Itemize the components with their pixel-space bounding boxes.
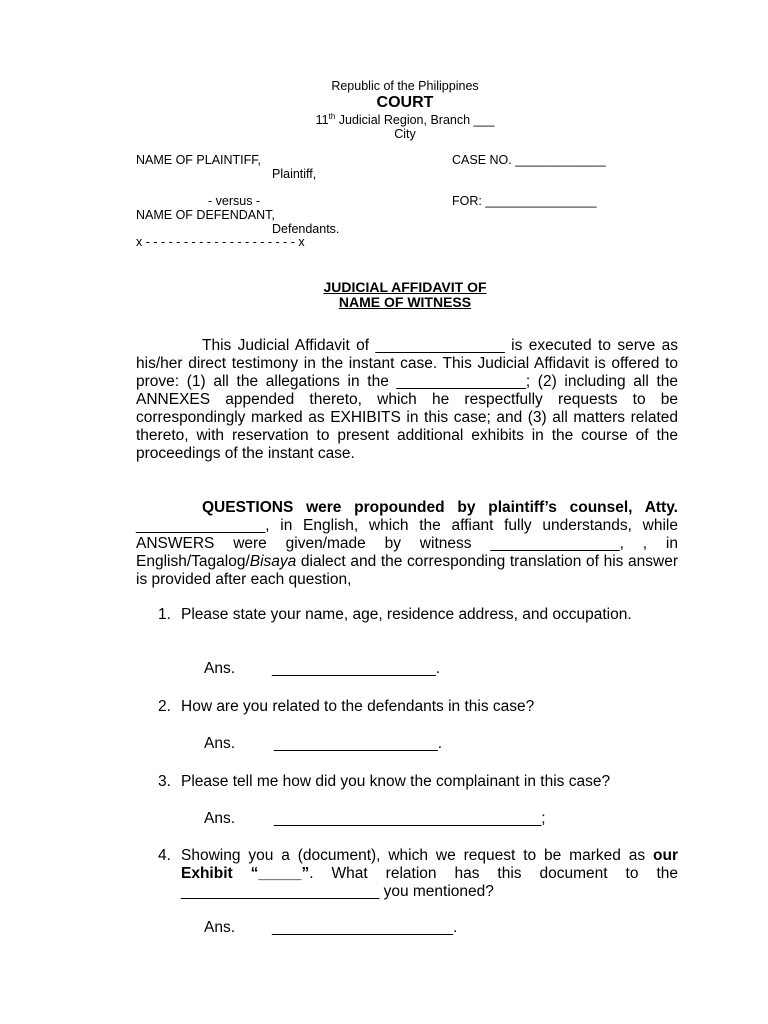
- question-3-number: 3.: [158, 773, 171, 790]
- plaintiff-role: Plaintiff,: [272, 167, 317, 181]
- plaintiff-name: NAME OF PLAINTIFF,: [136, 153, 262, 167]
- republic-line: Republic of the Philippines: [331, 79, 479, 93]
- answer-4-label: Ans.: [204, 919, 236, 936]
- question-4-number: 4.: [158, 847, 171, 864]
- questions-paragraph: QUESTIONS were propounded by plaintiff’s counsel, Atty. _______________, in English, which the affiant fully understands, while ANSWERS were given/made by witness _______________, , in English/Tagalog/Bisaya dialect and the corresponding translation of his answer is provided after each question,: [136, 499, 678, 588]
- judicial-region-line: 11th Judicial Region, Branch ___: [315, 111, 495, 127]
- intro-paragraph: This Judicial Affidavit of _______________ is executed to serve as his/her direct testimony in the instant case. This Judicial Affidavit is offered to prove: (1) all the allegations in the _______________; (2) including all the ANNEXES appended thereto, which he respectfully requests to be correspondingly marked as EXHIBITS in this case; and (3) all matters related thereto, with reservation to present additional exhibits in the course of the proceedings of the instant case.: [136, 337, 678, 462]
- for-field: FOR: ________________: [452, 194, 597, 208]
- answer-4-line: _____________________.: [272, 919, 458, 936]
- answer-2-line: ___________________.: [274, 735, 443, 752]
- answer-2-label: Ans.: [204, 735, 236, 752]
- question-3-text: Please tell me how did you know the complainant in this case?: [181, 773, 611, 790]
- question-2-text: How are you related to the defendants in this case?: [181, 698, 535, 715]
- affidavit-title: JUDICIAL AFFIDAVIT OF: [323, 279, 487, 295]
- city-line: City: [394, 127, 416, 141]
- question-2-number: 2.: [158, 698, 171, 715]
- answer-3-label: Ans.: [204, 810, 236, 827]
- question-1-number: 1.: [158, 606, 171, 623]
- defendant-name: NAME OF DEFENDANT,: [136, 208, 275, 222]
- answer-3-line: _______________________________;: [274, 810, 546, 827]
- versus-label: - versus -: [208, 194, 261, 208]
- case-number: CASE NO. _____________: [452, 153, 606, 167]
- court-title: COURT: [376, 94, 434, 111]
- answer-1-line: ___________________.: [272, 660, 441, 677]
- witness-title: NAME OF WITNESS: [338, 294, 472, 310]
- answer-1-label: Ans.: [204, 660, 236, 677]
- defendant-role: Defendants.: [272, 222, 340, 236]
- question-4-text: Showing you a (document), which we request to be marked as our Exhibit “_____”. What relation has this document to the _______________________ you mentioned?: [181, 847, 679, 900]
- caption-separator: x - - - - - - - - - - - - - - - - - - - - x: [136, 235, 305, 249]
- question-1-text: Please state your name, age, residence address, and occupation.: [181, 606, 632, 623]
